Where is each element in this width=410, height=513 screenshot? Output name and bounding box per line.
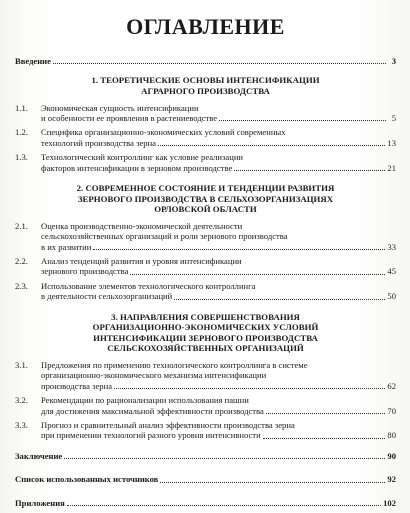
section-title-line: сельскохозяйственных организаций и роли зернового производства: [41, 231, 288, 242]
section-body: [41, 256, 396, 277]
entry-page: 3: [391, 56, 396, 66]
section-title-line: факторов интенсификации в зерновом производстве: [41, 162, 233, 173]
section-title-line: в их развитии: [41, 241, 92, 252]
toc-section-3-1[interactable]: [15, 360, 396, 391]
leader-dots: [64, 457, 385, 459]
section-title-line: Специфика организационно-экономических условий современных: [41, 127, 286, 138]
section-title-line: Экономическая сущность интенсификации: [41, 102, 199, 113]
leader-dots: [219, 119, 386, 121]
chapter-heading-line: ОРГАНИЗАЦИОННО-ЭКОНОМИЧЕСКИХ УСЛОВИЙ: [92, 322, 319, 333]
section-page: 13: [387, 137, 396, 148]
section-page: 62: [387, 380, 396, 391]
section-title-line: и особенности ее проявления в растениеводстве: [41, 113, 218, 123]
leader-dots: [158, 144, 385, 146]
section-page: 45: [387, 266, 396, 277]
section-number: 2.2.: [15, 256, 28, 267]
chapter-heading-line: СЕЛЬСКОХОЗЯЙСТВЕННЫХ ОРГАНИЗАЦИЙ: [107, 343, 304, 354]
leader-dots: [114, 387, 385, 389]
section-number: 3.1.: [15, 360, 28, 371]
leader-dots: [174, 298, 385, 300]
entry-page: 92: [387, 474, 396, 485]
section-last-line: [41, 163, 396, 173]
section-title-line: для достижения максимальной эффективности производства: [41, 405, 264, 416]
chapter-heading-2[interactable]: [35, 183, 376, 215]
section-page: 21: [387, 162, 396, 173]
toc-section-1-1[interactable]: [15, 103, 396, 124]
chapters-container: [15, 75, 396, 450]
toc-entry-tail-1[interactable]: [15, 451, 396, 461]
leader-dots: [266, 412, 386, 414]
section-last-line: [41, 266, 396, 276]
section-title-line: Использование элементов технологического контроллинга: [41, 280, 256, 291]
toc-section-3-2[interactable]: [15, 395, 396, 416]
section-page: 50: [387, 291, 396, 302]
section-body: [41, 152, 396, 173]
page-title: ОГЛАВЛЕНИЕ: [126, 14, 285, 39]
toc-entry-tail-2[interactable]: [15, 474, 396, 484]
section-page: 5: [391, 113, 396, 123]
chapter-heading-line: ОРЛОВСКОЙ ОБЛАСТИ: [154, 204, 257, 215]
section-page: 70: [387, 405, 396, 416]
toc-entry-intro[interactable]: [15, 56, 396, 66]
leader-dots: [93, 248, 385, 250]
section-last-line: [41, 291, 396, 301]
toc-section-3-3[interactable]: [15, 420, 396, 441]
section-page: 33: [387, 241, 396, 252]
chapter-heading-line: ЗЕРНОВОГО ПРОИЗВОДСТВА В СЕЛЬХОЗОРГАНИЗАЦИЯХ: [77, 193, 334, 204]
section-number: 3.3.: [15, 420, 28, 431]
entry-page: 90: [387, 450, 396, 461]
entry-label: Приложения: [15, 497, 65, 508]
section-title-line: Рекомендации по рационализации использования пашни: [41, 395, 249, 406]
chapter-heading-line: 3. НАПРАВЛЕНИЯ СОВЕРШЕНСТВОВАНИЯ: [111, 311, 300, 322]
section-number: 1.3.: [15, 152, 28, 163]
toc-section-1-2[interactable]: [15, 127, 396, 148]
leader-dots: [234, 169, 385, 171]
section-last-line: [41, 406, 396, 416]
toc-entry-tail-3[interactable]: [15, 498, 396, 508]
chapter-heading-1[interactable]: [35, 75, 376, 96]
entry-page: 102: [383, 497, 396, 508]
leader-dots: [263, 437, 386, 439]
chapter-heading-line: 1. ТЕОРЕТИЧЕСКИЕ ОСНОВЫ ИНТЕНСИФИКАЦИИ: [91, 75, 320, 86]
section-body: [41, 360, 396, 391]
section-last-line: [41, 381, 396, 391]
entry-label: Список использованных источников: [15, 474, 159, 485]
section-title-line: Предложения по применению технологического контроллинга в системе: [41, 360, 308, 371]
section-body: [41, 420, 396, 441]
section-last-line: [41, 430, 396, 440]
section-number: 2.3.: [15, 280, 28, 291]
leader-dots: [67, 504, 381, 506]
section-number: 1.2.: [15, 127, 28, 138]
chapter-heading-3[interactable]: [35, 312, 376, 354]
section-title-line: производства зерна: [41, 380, 113, 391]
chapter-heading-line: АГРАРНОГО ПРОИЗВОДСТВА: [141, 86, 270, 96]
section-title-line: организационно-экономического механизма интенсификации: [41, 370, 267, 381]
section-title-line: Прогноз и сравнительный анализ эффективности производства зерна: [41, 420, 295, 431]
section-last-line: [41, 242, 396, 252]
section-title-line: в деятельности сельхозорганизаций: [41, 291, 173, 302]
section-number: 1.1.: [15, 102, 28, 113]
tail-entries: [15, 451, 396, 508]
section-last-line: [41, 138, 396, 148]
toc-section-2-2[interactable]: [15, 256, 396, 277]
leader-dots: [53, 62, 386, 64]
toc-section-1-3[interactable]: [15, 152, 396, 173]
section-body: [41, 395, 396, 416]
section-body: [41, 127, 396, 148]
section-page: 80: [387, 430, 396, 441]
section-title-line: Оценка производственно-экономической деятельности: [41, 220, 243, 231]
section-title-line: Технологический контроллинг как условие реализации: [41, 152, 244, 163]
chapter-heading-line: ИНТЕНСИФИКАЦИИ ЗЕРНОВОГО ПРОИЗВОДСТВА: [93, 332, 318, 343]
section-number: 3.2.: [15, 395, 28, 406]
entry-label: Введение: [15, 56, 51, 66]
toc-section-2-1[interactable]: [15, 221, 396, 252]
section-title-line: технологий производства зерна: [41, 137, 156, 148]
section-number: 2.1.: [15, 220, 28, 231]
section-body: [41, 221, 396, 252]
section-body: [41, 281, 396, 302]
chapter-heading-line: 2. СОВРЕМЕННОЕ СОСТОЯНИЕ И ТЕНДЕНЦИИ РАЗВИТИЯ: [76, 183, 335, 194]
section-title-line: Анализ тенденций развития и уровня интенсификации: [41, 256, 242, 267]
leader-dots: [160, 481, 385, 483]
section-title-line: зернового производства: [41, 266, 129, 277]
section-body: [41, 103, 396, 124]
entry-label: Заключение: [15, 450, 63, 461]
toc-section-2-3[interactable]: [15, 281, 396, 302]
section-title-line: при применении технологий разного уровня интенсивности: [41, 430, 261, 441]
leader-dots: [130, 273, 385, 275]
section-last-line: [41, 113, 396, 123]
